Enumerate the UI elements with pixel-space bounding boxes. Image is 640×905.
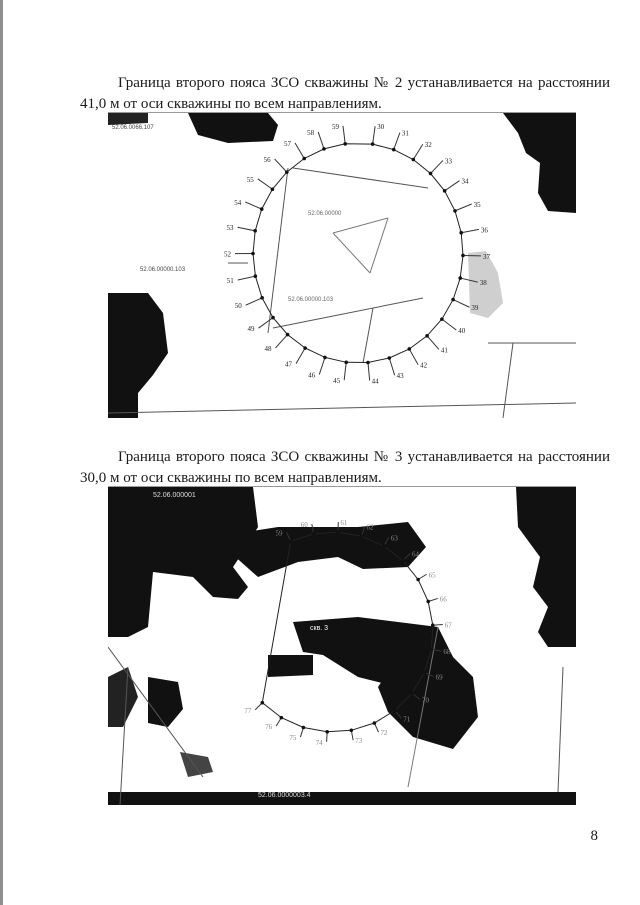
boundary-point <box>286 333 290 337</box>
coordinate-label: 52.06.0066.107 <box>112 125 154 131</box>
boundary-point <box>302 157 306 161</box>
page-number: 8 <box>590 828 598 844</box>
boundary-point <box>302 726 306 730</box>
point-tick <box>343 126 345 144</box>
paragraph-well-2-text: Граница второго пояса ЗСО скважины № 2 устанавливается на расстоянии 41,0 м от оси скважины по всем направлениям. <box>80 75 610 112</box>
boundary-point <box>382 544 386 548</box>
boundary-line <box>108 403 576 413</box>
map-well-2 <box>108 112 576 418</box>
paragraph-well-3-text: Граница второго пояса ЗСО скважины № 3 устанавливается на расстоянии 30,0 м от оси скважины по всем направлениям. <box>80 449 610 486</box>
point-label: 72 <box>380 729 388 738</box>
point-label: 33 <box>444 157 452 166</box>
point-label: 68 <box>443 648 451 657</box>
map-well-2-drawing <box>108 113 576 418</box>
boundary-point <box>416 578 420 582</box>
point-label: 71 <box>403 715 411 724</box>
boundary-point <box>325 730 329 734</box>
point-label: 42 <box>420 361 428 370</box>
boundary-point <box>423 671 427 675</box>
point-tick <box>296 348 305 364</box>
coordinate-label: 52.06.0000003.4 <box>258 792 311 799</box>
boundary-point <box>254 274 258 278</box>
point-label: 54 <box>234 198 242 207</box>
boundary-line <box>333 218 388 233</box>
boundary-point <box>289 540 293 544</box>
point-label: 77 <box>244 706 252 715</box>
point-label: 35 <box>473 200 481 209</box>
point-label: 41 <box>440 346 448 355</box>
point-label: 37 <box>482 252 490 261</box>
building-shape <box>108 792 576 805</box>
point-tick <box>275 335 287 348</box>
point-label: 70 <box>421 696 429 705</box>
point-tick <box>409 349 418 365</box>
boundary-point <box>392 148 396 152</box>
boundary-point <box>459 231 463 235</box>
building-shape <box>108 293 168 418</box>
point-label: 75 <box>289 734 297 743</box>
building-shape <box>108 667 138 727</box>
boundary-point <box>271 316 275 320</box>
boundary-point <box>461 254 465 258</box>
boundary-point <box>431 623 435 627</box>
boundary-point <box>343 142 347 146</box>
point-tick <box>344 362 346 380</box>
boundary-point <box>440 317 444 321</box>
point-label: 59 <box>332 122 340 131</box>
boundary-point <box>393 709 397 713</box>
boundary-line <box>293 168 428 188</box>
point-label: 73 <box>355 737 363 746</box>
point-label: 52 <box>224 250 232 259</box>
scan-edge <box>0 0 3 905</box>
boundary-point <box>429 172 433 176</box>
boundary-point <box>425 334 429 338</box>
point-label: 63 <box>390 534 398 543</box>
boundary-point <box>373 721 377 725</box>
point-label: 48 <box>264 344 272 353</box>
map-well-3 <box>108 486 576 805</box>
point-tick <box>445 181 460 191</box>
point-label: 39 <box>471 304 479 313</box>
point-label: 46 <box>308 371 316 380</box>
building-shape <box>268 655 313 677</box>
point-label: 64 <box>412 550 420 559</box>
boundary-point <box>458 276 462 280</box>
point-label: 36 <box>480 226 488 235</box>
point-label: 58 <box>307 128 315 137</box>
point-tick <box>246 298 262 305</box>
boundary-point <box>426 600 430 604</box>
paragraph-well-2 <box>80 73 610 115</box>
point-label: 44 <box>371 377 379 386</box>
boundary-point <box>443 189 447 193</box>
point-tick <box>431 160 443 173</box>
point-tick <box>238 227 256 231</box>
boundary-point <box>253 229 257 233</box>
point-label: 32 <box>424 141 432 150</box>
point-label: 40 <box>458 326 466 335</box>
boundary-point <box>453 209 457 213</box>
point-label: 49 <box>247 325 255 334</box>
building-shape <box>180 752 213 777</box>
point-label: 56 <box>263 155 271 164</box>
point-tick <box>319 357 325 374</box>
point-tick <box>373 126 376 144</box>
boundary-point <box>251 252 255 256</box>
point-label: 69 <box>435 673 443 682</box>
coordinate-label: 52.06.00000.103 <box>288 297 334 303</box>
coordinate-label: 52.06.00000.103 <box>140 267 186 273</box>
boundary-point <box>412 158 416 162</box>
map-well-3-drawing <box>108 487 576 805</box>
point-label: 67 <box>444 621 452 630</box>
point-tick <box>413 144 422 159</box>
point-tick <box>245 202 262 209</box>
point-tick <box>295 143 304 158</box>
point-tick <box>275 159 287 172</box>
point-tick <box>318 132 324 149</box>
point-label: 61 <box>340 519 348 528</box>
boundary-point <box>401 559 405 563</box>
boundary-line <box>333 233 370 273</box>
boundary-point <box>260 701 264 705</box>
point-label: 50 <box>234 302 242 311</box>
boundary-line <box>503 343 513 418</box>
building-shape <box>503 113 576 213</box>
boundary-point <box>322 147 326 151</box>
boundary-point <box>451 298 455 302</box>
boundary-point <box>260 207 264 211</box>
point-label: 76 <box>265 723 273 732</box>
coordinate-label: 52.06.00000 <box>308 211 342 217</box>
boundary-point <box>407 347 411 351</box>
point-label: 38 <box>479 279 487 288</box>
building-shape <box>108 113 148 125</box>
building-shape <box>188 113 278 143</box>
boundary-point <box>430 648 434 652</box>
boundary-line <box>370 218 388 273</box>
coordinate-label: 52.06.000001 <box>153 492 196 499</box>
boundary-point <box>371 142 375 146</box>
point-label: 30 <box>377 123 385 132</box>
point-label: 51 <box>226 276 234 285</box>
boundary-point <box>303 346 307 350</box>
point-label: 43 <box>396 372 404 381</box>
building-shape <box>148 677 183 727</box>
boundary-point <box>410 691 414 695</box>
boundary-point <box>360 534 364 538</box>
point-label: 66 <box>439 595 447 604</box>
point-label: 47 <box>285 360 293 369</box>
boundary-point <box>388 356 392 360</box>
point-tick <box>258 179 273 189</box>
boundary-point <box>280 716 284 720</box>
point-tick <box>394 133 400 150</box>
boundary-point <box>336 530 340 534</box>
point-label: 55 <box>246 175 254 184</box>
boundary-point <box>285 170 289 174</box>
point-tick <box>427 336 439 350</box>
building-shape <box>108 487 258 637</box>
point-label: 59 <box>275 529 283 538</box>
point-tick <box>455 204 472 211</box>
boundary-point <box>344 361 348 365</box>
point-tick <box>453 300 469 308</box>
paragraph-well-3 <box>80 447 610 489</box>
boundary-line <box>558 667 563 792</box>
boundary-point <box>260 296 264 300</box>
point-label: 74 <box>315 738 323 747</box>
point-label: 34 <box>461 177 469 186</box>
point-label: 60 <box>300 521 308 530</box>
point-label: 65 <box>428 571 436 580</box>
point-tick <box>258 318 273 329</box>
point-tick <box>461 229 479 232</box>
boundary-point <box>323 356 327 360</box>
boundary-point <box>366 361 370 365</box>
zone-boundary <box>253 144 463 363</box>
boundary-point <box>350 729 354 733</box>
boundary-point <box>312 532 316 536</box>
well-label: скв. 3 <box>310 625 329 632</box>
point-label: 31 <box>401 129 409 138</box>
boundary-point <box>271 187 275 191</box>
point-label: 45 <box>333 377 341 386</box>
point-tick <box>442 319 456 330</box>
point-tick <box>368 363 370 381</box>
point-label: 53 <box>226 224 234 233</box>
point-tick <box>238 276 256 280</box>
building-shape <box>516 487 576 647</box>
point-label: 57 <box>284 140 292 149</box>
boundary-line <box>363 308 373 363</box>
point-label: 62 <box>366 523 374 532</box>
point-tick <box>389 358 394 375</box>
